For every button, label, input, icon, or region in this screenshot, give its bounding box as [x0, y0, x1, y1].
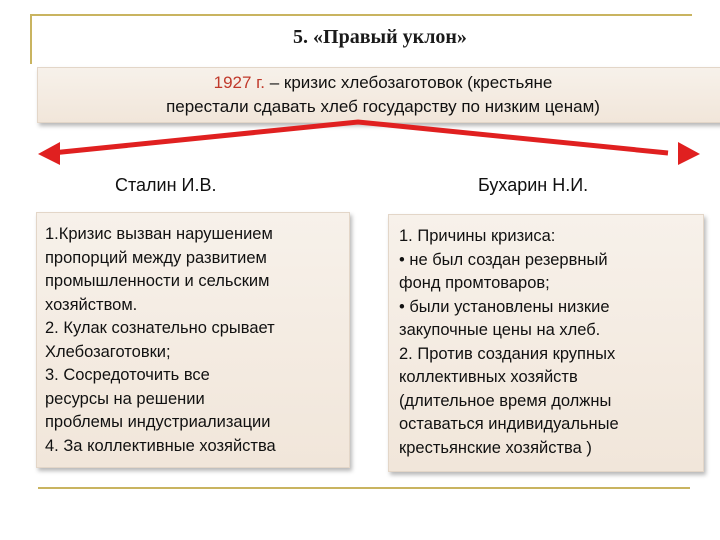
stalin-line: пропорций между развитием [45, 248, 267, 267]
bukharin-line: 1. Причины кризиса: [399, 227, 556, 245]
bukharin-line: • не был создан резервный [399, 250, 608, 269]
stalin-line: ресурсы на решении [45, 389, 205, 408]
stalin-position-box [36, 212, 350, 468]
crisis-text-1: – кризис хлебозаготовок (крестьяне [265, 73, 553, 92]
stalin-line: Хлебозаготовки; [45, 342, 171, 361]
stalin-line: хозяйством. [45, 295, 138, 314]
crisis-year: 1927 г. [213, 73, 266, 92]
bukharin-line: 2. Против создания крупных [399, 344, 616, 363]
stalin-line: 4. За коллективные хозяйства [45, 436, 276, 455]
bukharin-line: фонд промтоваров; [399, 274, 550, 292]
stalin-line: 2. Кулак сознательно срывает [45, 319, 275, 337]
bukharin-line: оставаться индивидуальные [399, 415, 619, 433]
stalin-line: проблемы индустриализации [45, 413, 271, 431]
person-bukharin: Бухарин Н.И. [478, 175, 589, 195]
bukharin-line: (длительное время должны [399, 391, 612, 410]
crisis-line-2: перестали сдавать хлеб государству по низким ценам) [166, 97, 600, 116]
bukharin-line: закупочные цены на хлеб. [399, 321, 601, 339]
bukharin-line: • были установлены низкие [399, 297, 610, 316]
stalin-line: промышленности и сельским [45, 272, 270, 290]
person-stalin: Сталин И.В. [115, 175, 217, 195]
stalin-line: 1.Кризис вызван нарушением [45, 225, 273, 243]
bukharin-position-box [388, 214, 704, 472]
stalin-line: 3. Сосредоточить все [45, 366, 210, 384]
slide-title: 5. «Правый уклон» [293, 26, 467, 48]
bukharin-line: крестьянские хозяйства ) [399, 438, 592, 457]
bukharin-line: коллективных хозяйств [399, 368, 578, 386]
